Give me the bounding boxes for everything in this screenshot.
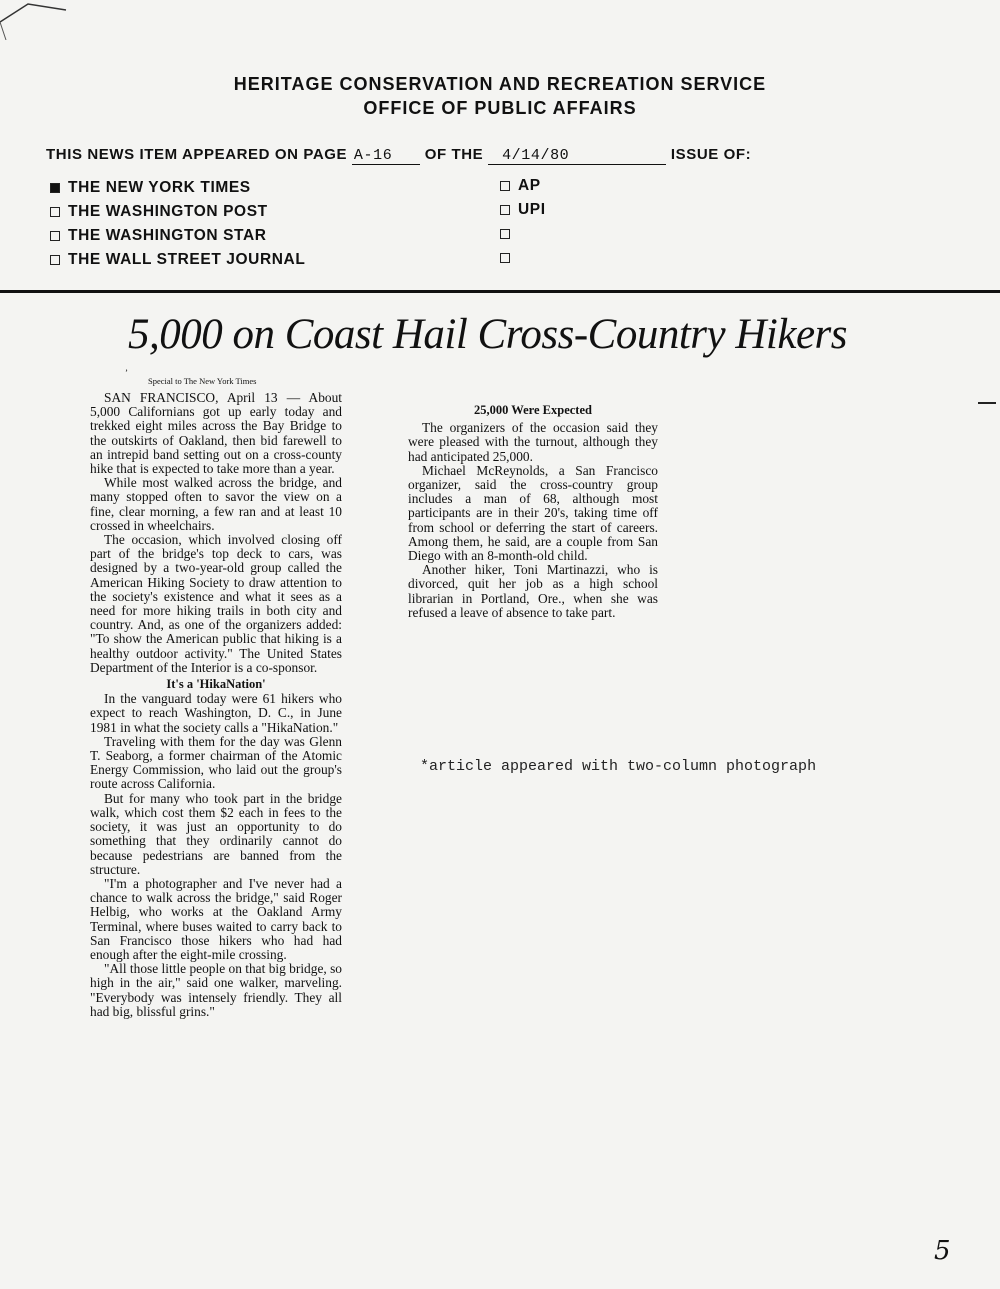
paragraph: SAN FRANCISCO, April 13 — About 5,000 Californians got up early today and trekked eight miles across the Bay Bridge to the outskirts of Oakland, then bid farewell to an intrepid band setting out on a cross-county hike that is expected to take more than a year.	[90, 390, 342, 477]
publication-row	[500, 174, 546, 198]
checkbox	[50, 231, 60, 241]
publication-row	[50, 176, 305, 200]
publication-row	[500, 198, 546, 222]
article-headline: 5,000 on Coast Hail Cross-Country Hikers	[128, 311, 847, 358]
checkbox	[50, 255, 60, 265]
issue-of-label: ISSUE OF:	[670, 146, 752, 163]
checkbox	[500, 229, 510, 239]
publication-label: THE NEW YORK TIMES	[68, 179, 251, 196]
checkbox	[500, 205, 510, 215]
publication-list-right	[500, 174, 546, 270]
publication-row	[50, 248, 305, 272]
paragraph: The organizers of the occasion said they were pleased with the turnout, although they had anticipated 25,000.	[408, 420, 658, 464]
office-title: OFFICE OF PUBLIC AFFAIRS	[363, 98, 637, 118]
publication-label: THE WALL STREET JOURNAL	[68, 251, 306, 268]
checkbox-checked	[50, 183, 60, 193]
page-curl-corner	[0, 0, 70, 40]
divider-rule	[0, 290, 1000, 293]
subheading: 25,000 Were Expected	[474, 403, 592, 417]
article-byline: Special to The New York Times	[148, 376, 257, 386]
article-column-1	[90, 391, 342, 1019]
paragraph: While most walked across the bridge, and many stopped often to savor the view on a fine, clear morning, a few ran and at least 10 crossed in wheelchairs.	[90, 475, 342, 533]
paragraph: Another hiker, Toni Martinazzi, who is divorced, quit her job as a high school librarian in Portland, Ore., when she was refused a leave of absence to take part.	[408, 562, 658, 620]
stray-mark: ʼ	[125, 368, 128, 378]
publication-label: AP	[518, 177, 541, 194]
publication-row	[50, 224, 305, 248]
page-field: A-16	[352, 148, 420, 165]
margin-dash	[978, 402, 996, 404]
publication-label: THE WASHINGTON POST	[68, 203, 268, 220]
publication-row	[50, 200, 305, 224]
paragraph: In the vanguard today were 61 hikers who expect to reach Washington, D. C., in June 1981 in what the society calls a "HikaNation."	[90, 691, 342, 735]
paragraph: But for many who took part in the bridge walk, which cost them $2 each in fees to the society, it was just an opportunity to do something that they ordinarily cannot do because pedestrians are banned from the structure.	[90, 790, 342, 877]
of-the-label: OF THE	[424, 146, 484, 163]
paragraph: Traveling with them for the day was Glenn T. Seaborg, a former chairman of the Atomic Energy Commission, who laid out the group's route across California.	[90, 733, 342, 792]
publication-row	[500, 246, 546, 270]
typed-note: *article appeared with two-column photograph	[420, 758, 817, 775]
paragraph: The occasion, which involved closing off part of the bridge's top deck to cars, was designed by a two-year-old group called the American Hiking Society to draw attention to the society's existence and what it sees as a need for more hiking trails in both city and country. And, as one of the organizers added: "To show the American public that hiking is a healthy outdoor activity." The United States Department of the Interior is a co-sponsor.	[90, 532, 342, 675]
checkbox	[50, 207, 60, 217]
page-number: 5	[934, 1236, 951, 1266]
publication-list-left	[50, 176, 305, 272]
checkbox	[500, 253, 510, 263]
agency-title: HERITAGE CONSERVATION AND RECREATION SERVICE	[233, 74, 767, 94]
article-column-2	[408, 403, 658, 620]
publication-label: UPI	[518, 201, 546, 218]
date-field: 4/14/80	[488, 148, 666, 165]
paragraph: "All those little people on that big bridge, so high in the air," said one walker, marveling. "Everybody was intensely friendly. They all had big, blissful grins."	[90, 961, 342, 1019]
paragraph: Michael McReynolds, a San Francisco organizer, said the cross-country group includes a man of 68, although most participants are in their 20's, taking time off from school or deferring the start of careers. Among them, he said, are a couple from San Diego with an 8-month-old child.	[408, 462, 658, 564]
subheading: It's a 'HikaNation'	[166, 677, 266, 692]
paragraph: "I'm a photographer and I've never had a chance to walk across the bridge," said Roger Helbig, who works at the Oakland Army Terminal, where buses waited to carry back to San Francisco those hikers who had had enough after the eight-mile crossing.	[90, 875, 342, 962]
checkbox	[500, 181, 510, 191]
publication-row	[500, 222, 546, 246]
publication-label: THE WASHINGTON STAR	[68, 227, 267, 244]
appeared-line	[46, 146, 966, 165]
appeared-prefix: THIS NEWS ITEM APPEARED ON PAGE	[46, 146, 348, 163]
